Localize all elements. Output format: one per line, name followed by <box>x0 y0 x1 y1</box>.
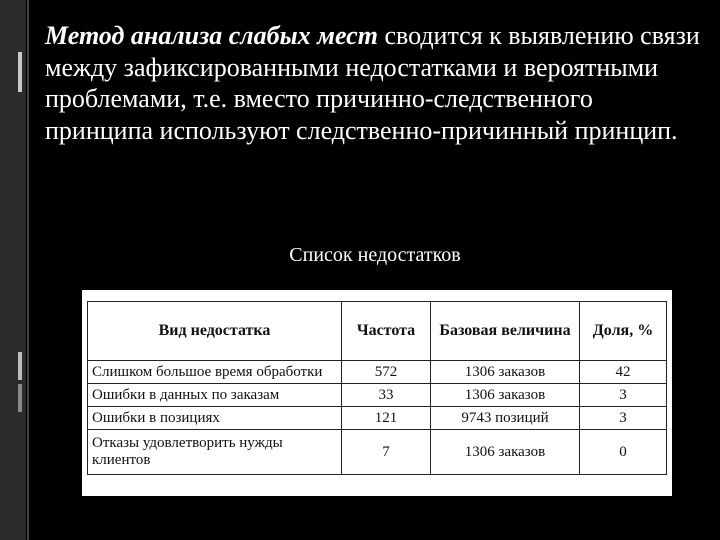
table-caption: Список недостатков <box>289 244 461 266</box>
cell-frequency: 121 <box>342 407 431 430</box>
table-row <box>88 384 667 407</box>
cell-share: 0 <box>580 430 667 475</box>
left-decor-line <box>27 0 29 540</box>
cell-frequency: 33 <box>342 384 431 407</box>
slide-emphasis: Метод анализа слабых мест <box>45 21 378 50</box>
cell-type: Слишком большое время обработки <box>88 361 342 384</box>
decor-mark <box>18 384 22 412</box>
cell-type: Отказы удовлетворить нужды клиентов <box>88 430 342 475</box>
cell-share: 42 <box>580 361 667 384</box>
cell-share: 3 <box>580 384 667 407</box>
table-row <box>88 407 667 430</box>
deficiency-table <box>87 301 667 475</box>
left-decor-bar <box>0 0 26 540</box>
cell-base: 1306 заказов <box>431 430 580 475</box>
table-header-row <box>88 302 667 361</box>
cell-share: 3 <box>580 407 667 430</box>
header-type: Вид недостатка <box>88 302 342 361</box>
slide-body-text <box>45 20 705 146</box>
decor-mark <box>18 52 22 92</box>
slide-body: сводится к выявлению связи между зафиксированными недостатками и вероятными проблемами, т.е. вместо причинно-следственного принципа используют следственно-причинный принцип. <box>45 21 700 145</box>
cell-type: Ошибки в позициях <box>88 407 342 430</box>
cell-frequency: 572 <box>342 361 431 384</box>
table-row <box>88 430 667 475</box>
table-row <box>88 361 667 384</box>
cell-frequency: 7 <box>342 430 431 475</box>
cell-base: 9743 позиций <box>431 407 580 430</box>
header-share: Доля, % <box>580 302 667 361</box>
header-frequency: Частота <box>342 302 431 361</box>
cell-type: Ошибки в данных по заказам <box>88 384 342 407</box>
cell-base: 1306 заказов <box>431 384 580 407</box>
decor-mark <box>18 352 22 380</box>
header-base: Базовая величина <box>431 302 580 361</box>
table-image <box>82 290 672 496</box>
cell-base: 1306 заказов <box>431 361 580 384</box>
